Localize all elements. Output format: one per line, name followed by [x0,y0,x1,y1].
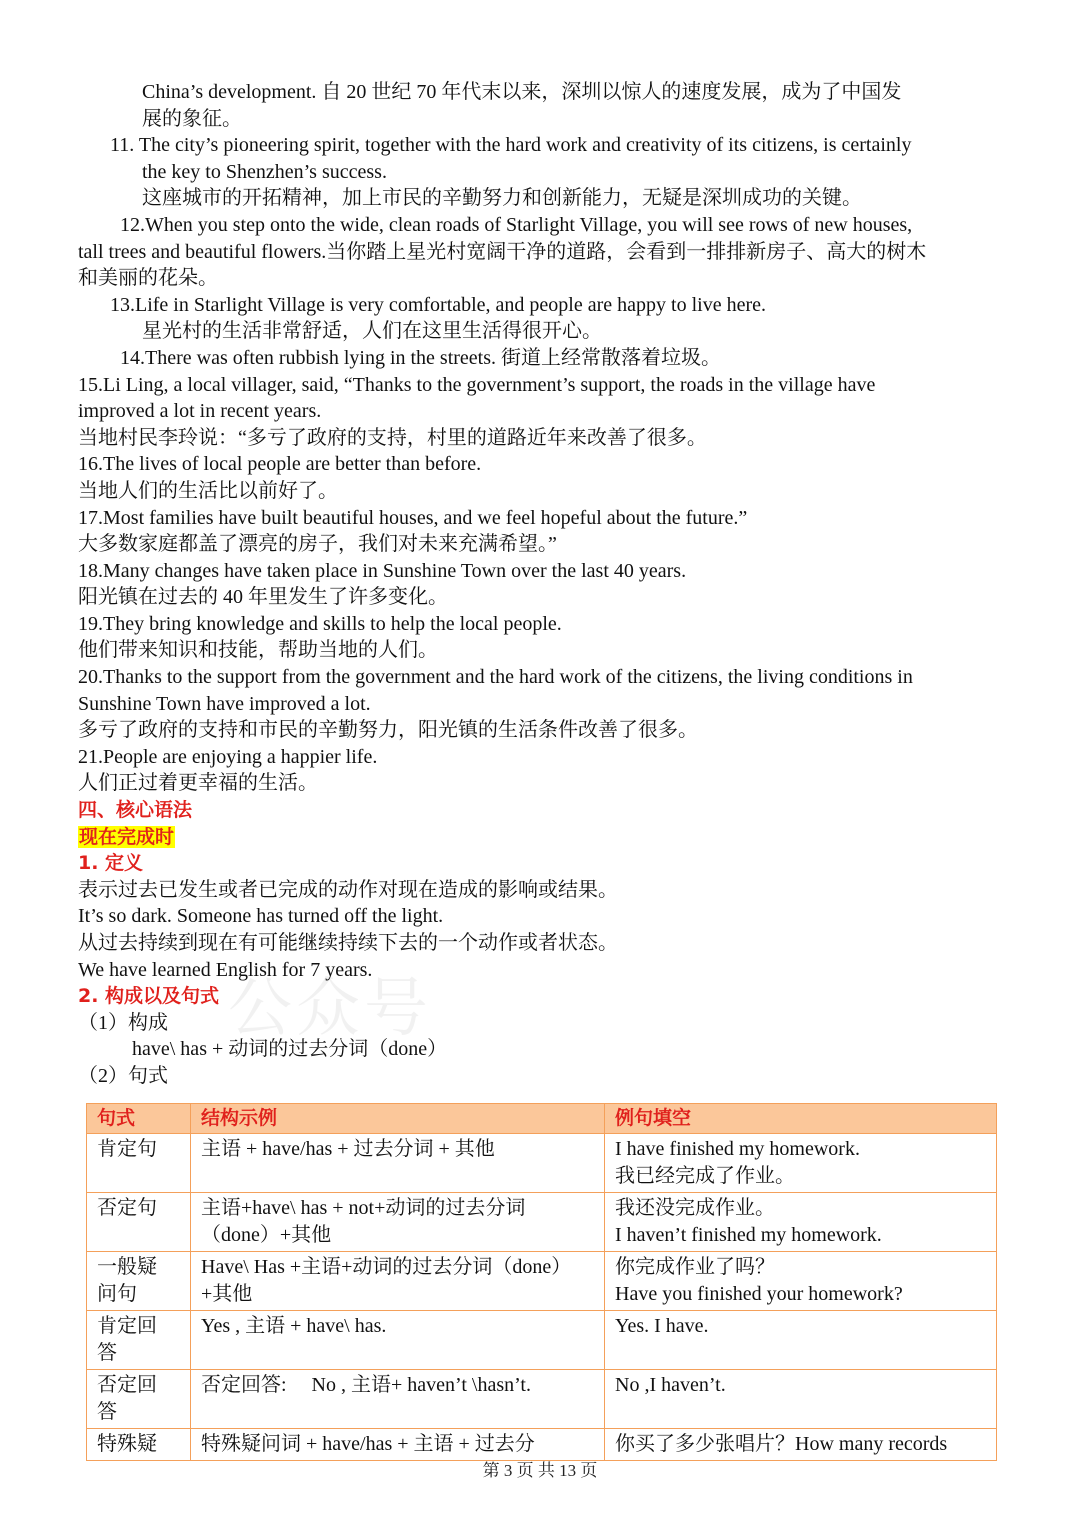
table-cell: 特殊疑问词 + have/has + 主语 + 过去分 [191,1429,605,1461]
sentence-line: 展的象征。 [142,107,242,130]
sentence-line: 他们带来知识和技能，帮助当地的人们。 [78,639,438,662]
table-cell: Have\ Has +主语+动词的过去分词（done） +其他 [191,1252,605,1311]
highlight-title: 现在完成时 [79,825,175,848]
table-row [87,1311,997,1370]
form-subheading-1: （1）构成 [78,1011,168,1034]
sentence-line: 人们正过着更幸福的生活。 [78,772,318,795]
sentence-line: 13.Life in Starlight Village is very comfortable, and people are happy to live here. [110,293,766,316]
table-cell: 肯定句 [87,1134,191,1193]
sentence-line: 15.Li Ling, a local villager, said, “Thanks to the government’s support, the roads in the village have [78,373,876,396]
definition-line: It’s so dark. Someone has turned off the light. [78,905,444,928]
table-cell: 你完成作业了吗？ Have you finished your homework? [605,1252,997,1311]
watermark: 公众号 [228,972,432,1046]
sentence-line: 当地村民李玲说：“多亏了政府的支持，村里的道路近年来改善了很多。 [78,426,707,449]
definition-line: 表示过去已发生或者已完成的动作对现在造成的影响或结果。 [78,878,618,901]
sentence-line: 18.Many changes have taken place in Sunshine Town over the last 40 years. [78,559,687,582]
sentence-line: Sunshine Town have improved a lot. [78,692,371,715]
table-cell: 主语+have\ has + not+动词的过去分词 （done）+其他 [191,1193,605,1252]
sentence-line: 11. The city’s pioneering spirit, together with the hard work and creativity of its citizens, is certainly [110,134,912,157]
definition-heading: 1. 定义 [78,852,144,875]
grammar-table [86,1103,997,1461]
page-footer: 第 3 页 共 13 页 [482,1461,598,1480]
table-row [87,1134,997,1193]
sentence-line: 20.Thanks to the support from the government and the hard work of the citizens, the living conditions in [78,666,913,689]
table-row [87,1193,997,1252]
sentence-line: 14.There was often rubbish lying in the streets. 街道上经常散落着垃圾。 [120,346,722,369]
sentence-line: 16.The lives of local people are better than before. [78,453,482,476]
table-cell: No ,I haven’t. [605,1370,997,1429]
definition-lines [78,877,1003,983]
sentence-line: improved a lot in recent years. [78,400,322,423]
section-title: 四、核心语法 [78,799,193,822]
table-cell: Yes. I have. [605,1311,997,1370]
form-formula: have\ has + 动词的过去分词（done） [132,1038,448,1061]
table-cell: 否定回答: No , 主语+ haven’t \hasn’t. [191,1370,605,1429]
table-header-cell: 句式 [87,1104,191,1134]
table-cell: 你买了多少张唱片？How many records [605,1429,997,1461]
table-cell: 否定回 答 [87,1370,191,1429]
table-cell: 我还没完成作业。 I haven’t finished my homework. [605,1193,997,1252]
sentence-line: 多亏了政府的支持和市民的辛勤努力，阳光镇的生活条件改善了很多。 [78,719,698,742]
sentence-line: 21.People are enjoying a happier life. [78,745,378,768]
table-header-row [87,1104,997,1134]
sentence-list [78,79,1003,797]
sentence-line: 和美丽的花朵。 [78,267,218,290]
sentence-line: 19.They bring knowledge and skills to help the local people. [78,612,562,635]
table-header-cell: 结构示例 [191,1104,605,1134]
table-cell: 主语 + have/has + 过去分词 + 其他 [191,1134,605,1193]
table-row [87,1429,997,1461]
sentence-line: tall trees and beautiful flowers.当你踏上星光村宽阔干净的道路，会看到一排排新房子、高大的树木 [78,240,927,263]
definition-line: 从过去持续到现在有可能继续持续下去的一个动作或者状态。 [78,932,618,954]
definition-line: We have learned English for 7 years. [78,958,373,981]
form-heading: 2. 构成以及句式 [78,985,220,1008]
table-header-cell: 例句填空 [605,1104,997,1134]
sentence-line: 大多数家庭都盖了漂亮的房子，我们对未来充满希望。” [78,533,557,556]
table-cell: Yes , 主语 + have\ has. [191,1311,605,1370]
page-content [78,79,1003,1090]
table-cell: 肯定回 答 [87,1311,191,1370]
table-row [87,1252,997,1311]
sentence-line: 星光村的生活非常舒适，人们在这里生活得很开心。 [142,320,602,343]
table-cell: 特殊疑 [87,1429,191,1461]
table-row [87,1370,997,1429]
sentence-line: the key to Shenzhen’s success. [142,160,387,183]
table-cell: 一般疑 问句 [87,1252,191,1311]
sentence-line: 这座城市的开拓精神，加上市民的辛勤努力和创新能力，无疑是深圳成功的关键。 [142,187,862,210]
sentence-line: 17.Most families have built beautiful houses, and we feel hopeful about the future.” [78,506,748,529]
table-cell: I have finished my homework. 我已经完成了作业。 [605,1134,997,1193]
form-subheading-2: （2）句式 [78,1064,168,1087]
table-cell: 否定句 [87,1193,191,1252]
sentence-line: 阳光镇在过去的 40 年里发生了许多变化。 [78,586,448,609]
sentence-line: China’s development. 自 20 世纪 70 年代末以来，深圳以惊人的速度发展，成为了中国发 [142,81,902,103]
sentence-line: 12.When you step onto the wide, clean roads of Starlight Village, you will see rows of new houses, [120,213,913,236]
sentence-line: 当地人们的生活比以前好了。 [78,479,338,502]
